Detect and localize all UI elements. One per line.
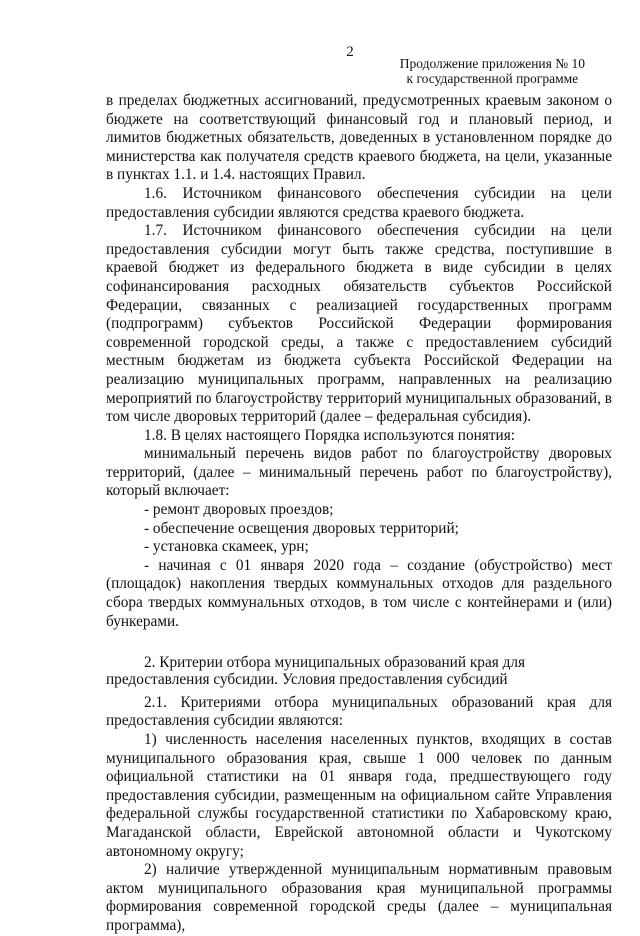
criterion-2: 2) наличие утвержденной муниципальным нормативным правовым актом муниципального образования края муниципальной программы формирования современной городской среды (далее – муниципальная программа), xyxy=(106,861,612,934)
appendix-header-line2: к государственной программе xyxy=(406,71,579,86)
document-body xyxy=(106,92,612,936)
paragraph-minimal-list: минимальный перечень видов работ по благоустройству дворовых территорий, (далее – минимальный перечень работ по благоустройству), который включает: xyxy=(106,445,612,500)
criterion-1: 1) численность населения населенных пунктов, входящих в состав муниципального образования края, свыше 1 000 человек по данным официальной статистики на 01 января года, предшествующего году предоставления субсидии, размещенным на официальном сайте Управления федеральной службы государственной статистики по Хабаровскому краю, Магаданской области, Еврейской автономной области и Чукотскому автономному округу; xyxy=(106,731,612,860)
paragraph-1-6: 1.6. Источником финансового обеспечения субсидии на цели предоставления субсидии являются средства краевого бюджета. xyxy=(106,184,612,221)
paragraph: в пределах бюджетных ассигнований, предусмотренных краевым законом о бюджете на соответствующий финансовый год и плановый период, и лимитов бюджетных обязательств, доведенных в установленном порядке до министерства как получателя средств краевого бюджета, на цели, указанные в пунктах 1.1. и 1.4. настоящих Правил. xyxy=(106,92,612,184)
page-number: 2 xyxy=(346,44,354,60)
list-item: - начиная с 01 января 2020 года – создание (обустройство) мест (площадок) накопления твердых коммунальных отходов для раздельного сбора твердых коммунальных отходов, в том числе с контейнерами и (или) бункерами. xyxy=(106,556,612,630)
list-item: - обеспечение освещения дворовых территорий; xyxy=(144,519,459,537)
appendix-header xyxy=(400,56,585,86)
paragraph-1-8: 1.8. В целях настоящего Порядка используются понятия: xyxy=(144,426,516,444)
appendix-header-line1: Продолжение приложения № 10 xyxy=(399,56,585,71)
paragraph-2-1: 2.1. Критериями отбора муниципальных образований края для предоставления субсидии являются: xyxy=(106,693,612,730)
section-2-heading: 2. Критерии отбора муниципальных образований края для предоставления субсидии. Условия предоставления субсидий xyxy=(106,654,526,689)
list-item: - ремонт дворовых проездов; xyxy=(144,501,334,519)
paragraph-1-7: 1.7. Источником финансового обеспечения субсидии на цели предоставления субсидии могут быть также средства, поступившие в краевой бюджет из федерального бюджета в виде субсидии в целях софинансирования расходных обязательств субъектов Российской Федерации, связанных с реализацией государственных программ (подпрограмм) субъектов Российской Федерации формирования современной городской среды, а также с предоставлением субсидий местным бюджетам из бюджета субъекта Российской Федерации на реализацию муниципальных программ, направленных на реализацию мероприятий по благоустройству территорий муниципальных образований, в том числе дворовых территорий (далее – федеральная субсидия). xyxy=(106,222,612,426)
list-item: - установка скамеек, урн; xyxy=(144,538,309,556)
